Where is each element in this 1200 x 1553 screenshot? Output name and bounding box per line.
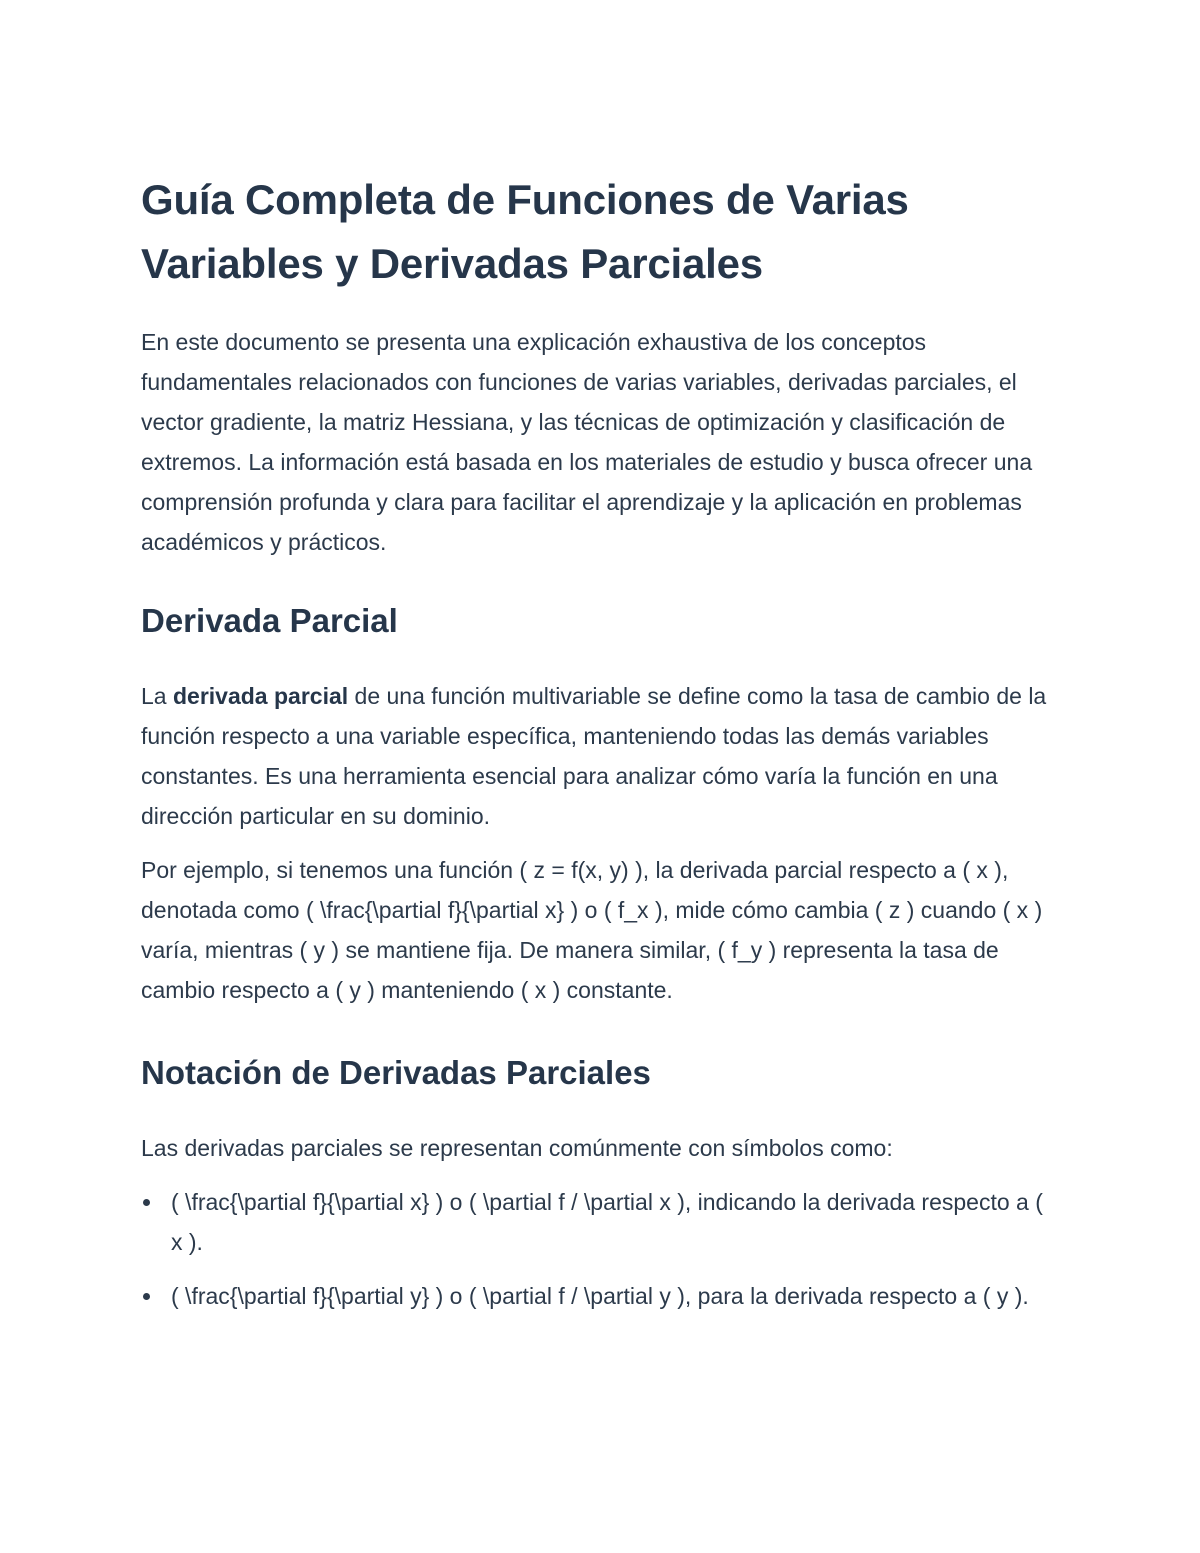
notation-list: [141, 1182, 1059, 1316]
definition-prefix: La: [141, 683, 173, 709]
document-page: [141, 168, 1059, 1330]
definition-term: derivada parcial: [172, 683, 349, 709]
example-paragraph: Por ejemplo, si tenemos una función ( z = f(x, y) ), la derivada parcial respecto a ( x ), denotada como ( \frac{\partial f}{\partial x} ) o ( f_x ), mide cómo cambia ( z ) cuando ( x ) varía, mientras ( y ) se mantiene fija. De manera similar, ( f_y ) representa la tasa de cambio respecto a ( y ) manteniendo ( x ) constante.: [141, 857, 1043, 1003]
list-item: [141, 1276, 1059, 1316]
definition-suffix: de una función multivariable se define como la tasa de cambio de la función respecto a una variable específica, manteniendo todas las demás variables constantes. Es una herramienta esencial para analizar cómo varía la función en una dirección particular en su dominio.: [141, 683, 1047, 829]
section-heading-derivada-parcial: Derivada Parcial: [141, 602, 398, 639]
bullet-icon: [143, 1199, 150, 1206]
document-title: Guía Completa de Funciones de Varias Variables y Derivadas Parciales: [141, 176, 909, 287]
bullet-icon: [143, 1293, 150, 1300]
intro-paragraph: En este documento se presenta una explicación exhaustiva de los conceptos fundamentales relacionados con funciones de varias variables, derivadas parciales, el vector gradiente, la matriz Hessiana, y las técnicas de optimización y clasificación de extremos. La información está basada en los materiales de estudio y busca ofrecer una comprensión profunda y clara para facilitar el aprendizaje y la aplicación en problemas académicos y prácticos.: [141, 329, 1033, 555]
list-item-text: ( \frac{\partial f}{\partial x} ) o ( \partial f / \partial x ), indicando la derivada respecto a ( x ).: [171, 1189, 1043, 1255]
list-item-text: ( \frac{\partial f}{\partial y} ) o ( \partial f / \partial y ), para la derivada respecto a ( y ).: [171, 1283, 1029, 1309]
list-item: [141, 1182, 1059, 1262]
notation-paragraph: Las derivadas parciales se representan comúnmente con símbolos como:: [141, 1135, 893, 1161]
section-heading-notacion: Notación de Derivadas Parciales: [141, 1054, 651, 1091]
definition-paragraph: [141, 676, 1059, 836]
